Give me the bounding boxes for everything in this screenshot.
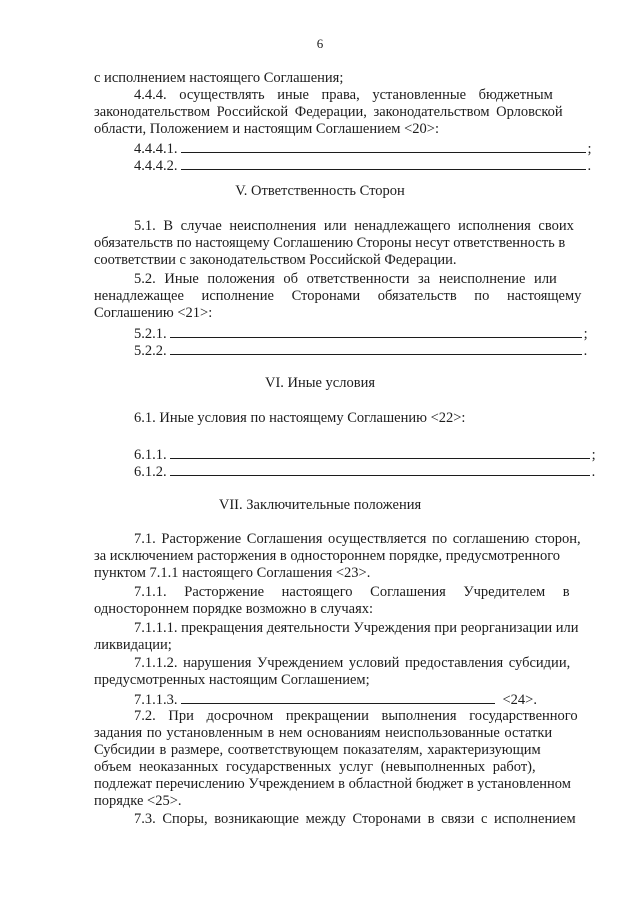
item-number: 4.4.4.2. [134,158,178,174]
text-line: 5.1. В случае неисполнения или ненадлежащего исполнения своих [134,218,574,234]
text-line: ненадлежащее исполнение Сторонами обязательств по настоящему [94,288,582,304]
item-number: 4.4.4.1. [134,141,178,157]
footnote-ref: <24>. [502,692,537,708]
text-line: предусмотренных настоящим Соглашением; [94,672,370,688]
text-line: 7.1.1.1. прекращения деятельности Учреждения при реорганизации или [134,620,579,636]
text-line: 6.1. Иные условия по настоящему Соглашению <22>: [134,410,466,426]
text-line: соответствии с законодательством Российской Федерации. [94,252,457,268]
blank-line-5-2-1: 5.2.1. ; [134,326,588,342]
page-number: 6 [316,36,324,51]
section-heading-vi: VI. Иные условия [264,375,376,391]
item-number: 7.1.1.3. [134,692,178,708]
fill-in-rule [181,690,495,704]
text-line: 7.1.1.2. нарушения Учреждением условий предоставления субсидии, [134,655,571,671]
blank-line-7-1-1-3 [0,690,640,709]
item-number: 6.1.1. [134,447,167,463]
fill-in-rule [181,156,586,170]
blank-line-6-1-1: 6.1.1. ; [134,447,596,463]
fill-in-rule [181,139,586,153]
text-line: с исполнением настоящего Соглашения; [94,70,344,86]
item-number: 6.1.2. [134,464,167,480]
text-line: обязательств по настоящему Соглашению Стороны несут ответственность в [94,235,566,251]
text-line: 7.1.1. Расторжение настоящего Соглашения Учредителем в [134,584,570,600]
text-line: Субсидии в размере, соответствующем показателям, характеризующим [94,742,541,758]
text-line: одностороннем порядке возможно в случаях: [94,601,374,617]
text-line: Соглашению <21>: [94,305,213,321]
text-line: области, Положением и настоящим Соглашением <20>: [94,121,439,137]
blank-line-4-4-4-2: 4.4.4.2. . [134,158,592,174]
text-line: за исключением расторжения в одностороннем порядке, предусмотренного [94,548,561,564]
fill-in-rule [170,445,590,459]
blank-line-6-1-2: 6.1.2. . [134,464,596,480]
text-line: объем неоказанных государственных услуг (невыполненных работ), [94,759,536,775]
fill-in-rule [170,324,582,338]
text-line: задания по установленным в нем основаниям неиспользованные остатки [94,725,553,741]
blank-line-5-2-2: 5.2.2. . [134,343,588,359]
text-line: пунктом 7.1.1 настоящего Соглашения <23>. [94,565,371,581]
item-number: 5.2.2. [134,343,167,359]
text-line: 7.1. Расторжение Соглашения осуществляется по соглашению сторон, [134,531,581,547]
text-line: 7.3. Споры, возникающие между Сторонами в связи с исполнением [134,811,576,827]
fill-in-rule [170,341,582,355]
clause-4-4-4: 4.4.4. осуществлять иные права, установленные бюджетным [134,87,553,103]
section-heading-v: V. Ответственность Сторон [235,183,405,199]
text-line: подлежат перечислению Учреждением в областной бюджет в установленном [94,776,571,792]
text-line: 5.2. Иные положения об ответственности за неисполнение или [134,271,557,287]
text-line: ликвидации; [94,637,172,653]
item-number: 5.2.1. [134,326,167,342]
blank-line-4-4-4-1: 4.4.4.1. ; [134,141,592,157]
text-line: 7.2. При досрочном прекращении выполнения государственного [134,708,578,724]
text-line: законодательством Российской Федерации, законодательством Орловской [94,104,563,120]
text-line: порядке <25>. [94,793,182,809]
text-line [0,87,600,104]
fill-in-rule [170,462,590,476]
section-heading-vii: VII. Заключительные положения [218,497,422,513]
